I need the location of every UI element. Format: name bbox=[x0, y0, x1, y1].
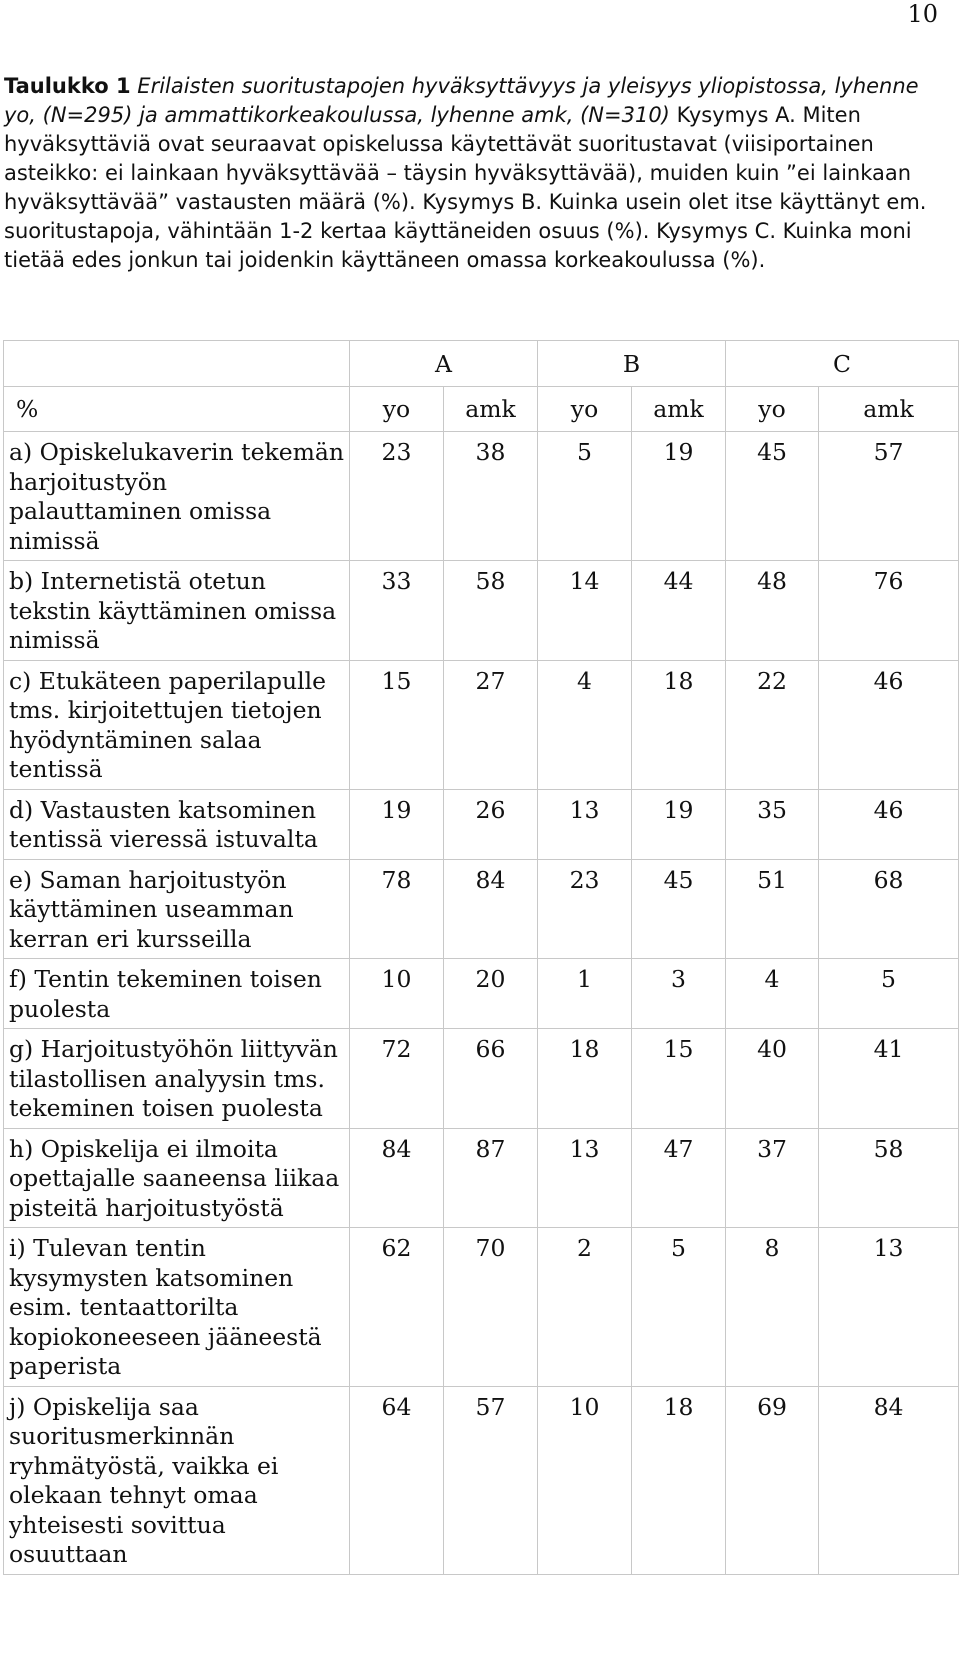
row-label: j) Opiskelija saa suoritusmerkinnän ryhmätyöstä, vaikka ei olekaan tehnyt omaa yhteisesti sovittua osuuttaan bbox=[4, 1386, 350, 1574]
value-cell: 22 bbox=[726, 660, 819, 789]
value-cell: 76 bbox=[819, 561, 959, 661]
value-cell: 87 bbox=[444, 1128, 538, 1228]
row-label: i) Tulevan tentin kysymysten katsominen esim. tentaattorilta kopiokoneeseen jääneestä paperista bbox=[4, 1228, 350, 1387]
value-cell: 51 bbox=[726, 859, 819, 959]
value-cell: 62 bbox=[350, 1228, 444, 1387]
row-label: a) Opiskelukaverin tekemän harjoitustyön palauttaminen omissa nimissä bbox=[4, 432, 350, 561]
value-cell: 45 bbox=[632, 859, 726, 959]
value-cell: 33 bbox=[350, 561, 444, 661]
sub-header-cell: amk bbox=[444, 387, 538, 432]
question-header-row bbox=[4, 341, 959, 387]
value-cell: 46 bbox=[819, 660, 959, 789]
value-cell: 19 bbox=[350, 789, 444, 859]
value-cell: 57 bbox=[444, 1386, 538, 1574]
value-cell: 48 bbox=[726, 561, 819, 661]
value-cell: 23 bbox=[350, 432, 444, 561]
caption-title: Erilaisten suoritustapojen hyväksyttävyys ja yleisyys yliopistossa, lyhenne yo, (N=295) ja ammattikorkeakoulussa, lyhenne amk, (N=310) bbox=[4, 74, 919, 127]
caption-body: Kysymys A. Miten hyväksyttäviä ovat seuraavat opiskelussa käytettävät suoritustavat (viisiportainen asteikko: ei lainkaan hyväksyttävää – täysin hyväksyttävää), muiden kuin ”ei lainkaan hyväksyttävää” vastausten määrä (%). Kysymys B. Kuinka usein olet itse käyttänyt em. suoritustapoja, vähintään 1-2 kertaa käyttäneiden osuus (%). Kysymys C. Kuinka moni tietää edes jonkun tai joidenkin käyttäneen omassa korkeakoulussa (%). bbox=[4, 103, 927, 272]
table-row bbox=[4, 1228, 959, 1387]
value-cell: 66 bbox=[444, 1029, 538, 1129]
value-cell: 19 bbox=[632, 432, 726, 561]
value-cell: 15 bbox=[350, 660, 444, 789]
value-cell: 37 bbox=[726, 1128, 819, 1228]
table-row bbox=[4, 1029, 959, 1129]
value-cell: 84 bbox=[444, 859, 538, 959]
sub-header-cell: yo bbox=[538, 387, 632, 432]
table-row bbox=[4, 789, 959, 859]
sub-header-row bbox=[4, 387, 959, 432]
sub-header-cell: yo bbox=[726, 387, 819, 432]
value-cell: 23 bbox=[538, 859, 632, 959]
question-header-b: B bbox=[538, 341, 726, 387]
row-label: e) Saman harjoitustyön käyttäminen useamman kerran eri kursseilla bbox=[4, 859, 350, 959]
value-cell: 47 bbox=[632, 1128, 726, 1228]
table-row bbox=[4, 561, 959, 661]
value-cell: 84 bbox=[819, 1386, 959, 1574]
sub-header-cell: amk bbox=[632, 387, 726, 432]
row-label: d) Vastausten katsominen tentissä vieressä istuvalta bbox=[4, 789, 350, 859]
table-row bbox=[4, 1386, 959, 1574]
value-cell: 20 bbox=[444, 959, 538, 1029]
value-cell: 40 bbox=[726, 1029, 819, 1129]
value-cell: 13 bbox=[538, 1128, 632, 1228]
value-cell: 45 bbox=[726, 432, 819, 561]
value-cell: 70 bbox=[444, 1228, 538, 1387]
table-row bbox=[4, 959, 959, 1029]
table-row bbox=[4, 859, 959, 959]
value-cell: 78 bbox=[350, 859, 444, 959]
value-cell: 27 bbox=[444, 660, 538, 789]
row-label: b) Internetistä otetun tekstin käyttäminen omissa nimissä bbox=[4, 561, 350, 661]
table-caption bbox=[4, 72, 954, 275]
value-cell: 13 bbox=[538, 789, 632, 859]
sub-header-cell: yo bbox=[350, 387, 444, 432]
value-cell: 19 bbox=[632, 789, 726, 859]
value-cell: 44 bbox=[632, 561, 726, 661]
value-cell: 5 bbox=[632, 1228, 726, 1387]
value-cell: 5 bbox=[538, 432, 632, 561]
value-cell: 84 bbox=[350, 1128, 444, 1228]
value-cell: 68 bbox=[819, 859, 959, 959]
value-cell: 10 bbox=[538, 1386, 632, 1574]
empty-header-cell bbox=[4, 341, 350, 387]
value-cell: 69 bbox=[726, 1386, 819, 1574]
value-cell: 8 bbox=[726, 1228, 819, 1387]
caption-label: Taulukko 1 bbox=[4, 74, 131, 98]
row-label: f) Tentin tekeminen toisen puolesta bbox=[4, 959, 350, 1029]
value-cell: 15 bbox=[632, 1029, 726, 1129]
row-label: g) Harjoitustyöhön liittyvän tilastollisen analyysin tms. tekeminen toisen puolesta bbox=[4, 1029, 350, 1129]
table-row bbox=[4, 660, 959, 789]
value-cell: 4 bbox=[538, 660, 632, 789]
value-cell: 5 bbox=[819, 959, 959, 1029]
value-cell: 64 bbox=[350, 1386, 444, 1574]
value-cell: 13 bbox=[819, 1228, 959, 1387]
value-cell: 1 bbox=[538, 959, 632, 1029]
value-cell: 4 bbox=[726, 959, 819, 1029]
value-cell: 41 bbox=[819, 1029, 959, 1129]
value-cell: 58 bbox=[444, 561, 538, 661]
unit-label: % bbox=[4, 387, 350, 432]
value-cell: 18 bbox=[632, 1386, 726, 1574]
value-cell: 18 bbox=[632, 660, 726, 789]
question-header-c: C bbox=[726, 341, 959, 387]
row-label: c) Etukäteen paperilapulle tms. kirjoitettujen tietojen hyödyntäminen salaa tentissä bbox=[4, 660, 350, 789]
table-row bbox=[4, 1128, 959, 1228]
page-number: 10 bbox=[907, 0, 938, 28]
value-cell: 46 bbox=[819, 789, 959, 859]
value-cell: 14 bbox=[538, 561, 632, 661]
value-cell: 26 bbox=[444, 789, 538, 859]
table-row bbox=[4, 432, 959, 561]
question-header-a: A bbox=[350, 341, 538, 387]
value-cell: 38 bbox=[444, 432, 538, 561]
value-cell: 35 bbox=[726, 789, 819, 859]
value-cell: 57 bbox=[819, 432, 959, 561]
value-cell: 58 bbox=[819, 1128, 959, 1228]
sub-header-cell: amk bbox=[819, 387, 959, 432]
value-cell: 2 bbox=[538, 1228, 632, 1387]
value-cell: 3 bbox=[632, 959, 726, 1029]
value-cell: 10 bbox=[350, 959, 444, 1029]
row-label: h) Opiskelija ei ilmoita opettajalle saaneensa liikaa pisteitä harjoitustyöstä bbox=[4, 1128, 350, 1228]
value-cell: 72 bbox=[350, 1029, 444, 1129]
value-cell: 18 bbox=[538, 1029, 632, 1129]
results-table bbox=[3, 340, 959, 1575]
